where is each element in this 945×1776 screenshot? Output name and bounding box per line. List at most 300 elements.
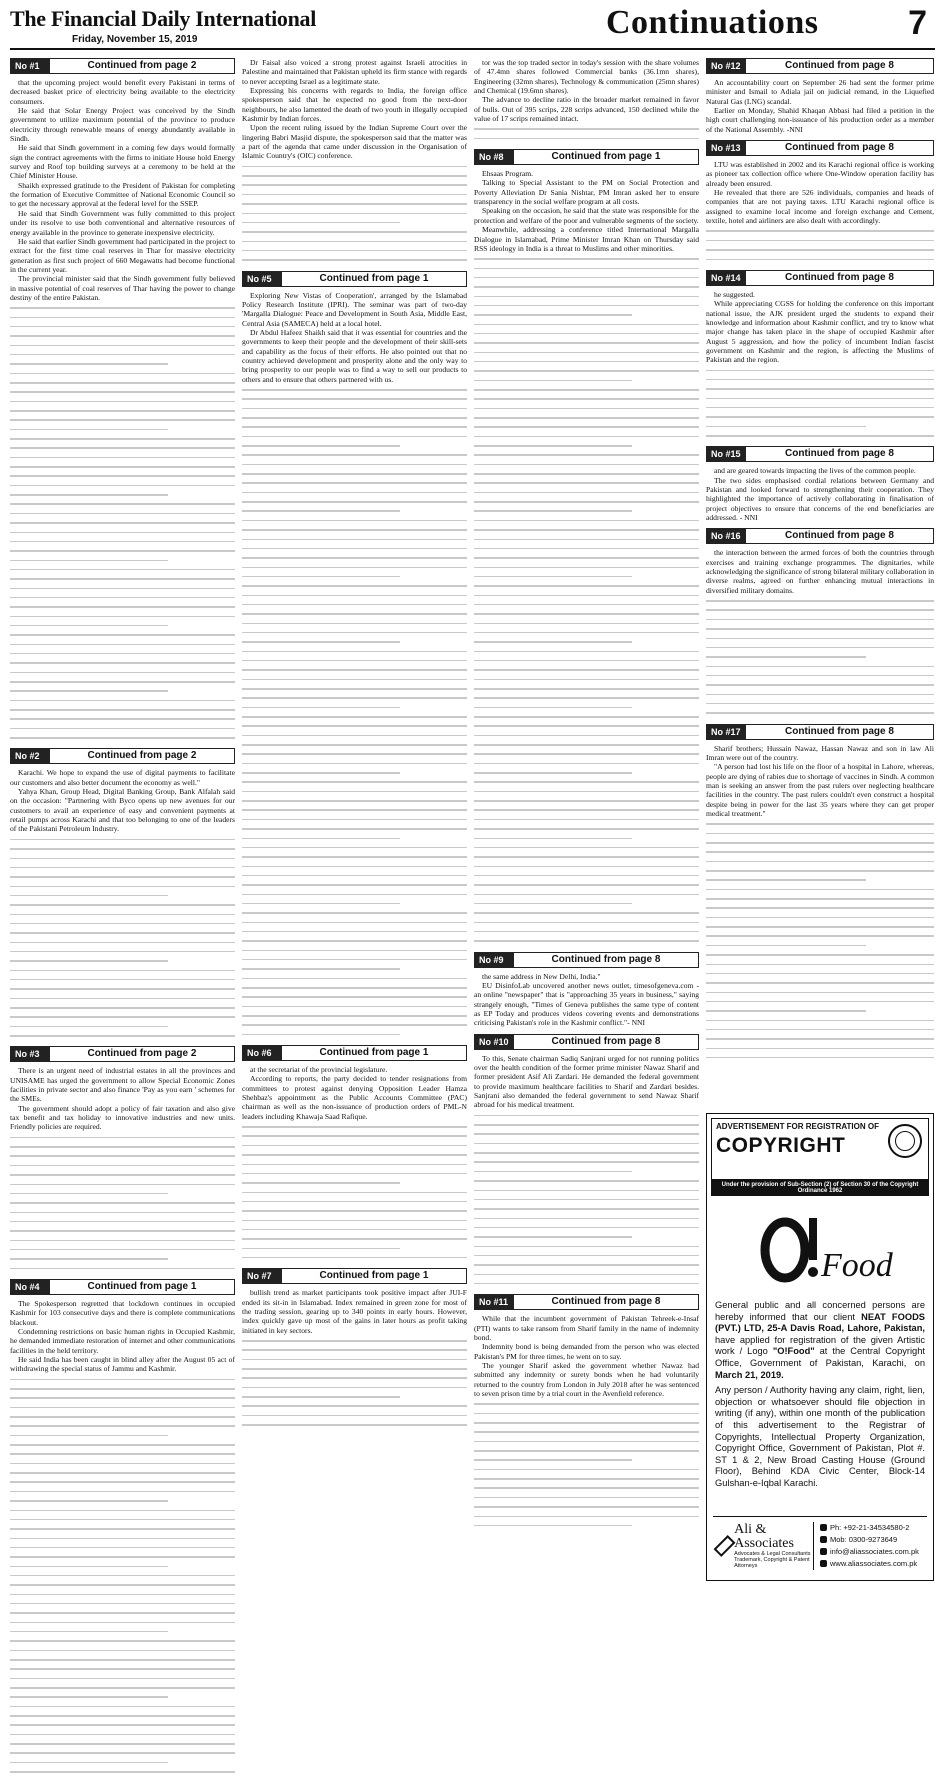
- text-line: [706, 605, 934, 614]
- text-line: [474, 1279, 699, 1288]
- text-line: [242, 684, 467, 693]
- story-continued-text: [242, 1336, 467, 1429]
- text-line: [242, 1150, 467, 1159]
- text-line: [474, 805, 699, 814]
- text-line: [10, 350, 235, 359]
- text-line: [10, 546, 235, 555]
- text-line: [474, 656, 699, 665]
- text-line: [10, 621, 235, 630]
- story-heading: Continued from page 8: [514, 952, 699, 968]
- text-line: [474, 768, 699, 777]
- text-line: [242, 227, 467, 236]
- text-line: [706, 1034, 934, 1043]
- text-line: [474, 731, 699, 740]
- story-header: [474, 1034, 699, 1050]
- text-line: [474, 264, 699, 273]
- text-line: [242, 1020, 467, 1029]
- story-body: [706, 160, 934, 225]
- text-line: [474, 1176, 699, 1185]
- story-continued-text: [706, 226, 934, 263]
- story-number: No #14: [706, 270, 746, 286]
- story-number: No #16: [706, 528, 746, 544]
- story-paragraph: Expressing his concerns with regards to India, the foreign office spokesperson said that he expected no good from the next-door neighbours, he also lamented the death of two youth in illegally occupied Kashmir by Indian forces.: [242, 86, 467, 124]
- text-line: [10, 462, 235, 471]
- story-heading: Continued from page 1: [282, 271, 467, 287]
- contact-website: [820, 1558, 927, 1570]
- text-line: [10, 1674, 235, 1683]
- story-heading: Continued from page 8: [746, 270, 934, 286]
- ad-logo-name: "O!Food": [772, 1346, 815, 1357]
- text-line: [10, 1552, 235, 1561]
- text-line: [10, 1702, 235, 1711]
- text-line: [474, 572, 699, 581]
- text-line: [10, 1449, 235, 1458]
- text-line: [474, 1214, 699, 1223]
- story-body: [10, 768, 235, 833]
- story-number: No #4: [10, 1279, 50, 1295]
- text-line: [242, 488, 467, 497]
- contact-email: [820, 1546, 927, 1558]
- text-line: [10, 471, 235, 480]
- text-line: [474, 834, 699, 843]
- text-line: [242, 880, 467, 889]
- text-line: [474, 441, 699, 450]
- text-line: [474, 862, 699, 871]
- text-line: [474, 413, 699, 422]
- story-body: [706, 548, 934, 595]
- text-line: [242, 1216, 467, 1225]
- text-line: [242, 796, 467, 805]
- story-continued-text: [706, 819, 934, 1062]
- text-line: [10, 1236, 235, 1245]
- text-line: [10, 1375, 235, 1384]
- story-number: No #13: [706, 140, 746, 156]
- text-line: [706, 1044, 934, 1053]
- text-line: [10, 528, 235, 537]
- text-line: [10, 686, 235, 695]
- text-line: [10, 565, 235, 574]
- text-line: [242, 535, 467, 544]
- text-line: [10, 1618, 235, 1627]
- text-line: [10, 1468, 235, 1477]
- text-line: [474, 1521, 699, 1530]
- text-line: [242, 656, 467, 665]
- text-line: [242, 581, 467, 590]
- text-line: [474, 404, 699, 413]
- text-line: [474, 1483, 699, 1492]
- text-line: [706, 652, 934, 661]
- text-line: [242, 506, 467, 515]
- text-line: [242, 768, 467, 777]
- text-line: [474, 516, 699, 525]
- text-line: [474, 927, 699, 936]
- text-line: [474, 647, 699, 656]
- text-line: [10, 1739, 235, 1748]
- story-paragraph: An accountability court on September 26 had sent the former prime minister and Ismail to Adiala jail on judicial remand, in the Liquefied Natural Gas (LNG) scandal.: [706, 78, 934, 106]
- story-header: [706, 58, 934, 74]
- news-story: [10, 58, 235, 742]
- text-line: [10, 1730, 235, 1739]
- story-paragraph: To this, Senate chairman Sadiq Sanjrani urged for not running politics over the health condition of the former prime minister Nawaz Sharif and former president Asif Ali Zardari. He demanded the federal government to provide maximum healthcare facilities to Sharif and Zardari besides. Sanjrani also demanded the federal government to send Nawaz Sharif abroad for his medical treatment.: [474, 1053, 699, 1110]
- text-line: [706, 366, 934, 375]
- contact-phone: [820, 1522, 927, 1534]
- text-line: [242, 1188, 467, 1197]
- text-line: [242, 1234, 467, 1243]
- text-line: [242, 162, 467, 171]
- text-line: [10, 303, 235, 312]
- text-line: [242, 815, 467, 824]
- text-line: [242, 637, 467, 646]
- text-line: [242, 609, 467, 618]
- text-line: [242, 1122, 467, 1131]
- text-line: [10, 872, 235, 881]
- story-continued-text: [474, 124, 699, 143]
- text-line: [10, 994, 235, 1003]
- text-line: [242, 209, 467, 218]
- news-story: [242, 58, 467, 265]
- story-header: [474, 149, 699, 165]
- text-line: [706, 950, 934, 959]
- text-line: [10, 313, 235, 322]
- text-line: [10, 602, 235, 611]
- text-line: [474, 134, 699, 143]
- text-line: [474, 721, 699, 730]
- story-number: No #7: [242, 1268, 282, 1284]
- text-line: [10, 574, 235, 583]
- text-line: [10, 490, 235, 499]
- story-body: [242, 1065, 467, 1121]
- text-line: [242, 777, 467, 786]
- story-continued-text: [474, 254, 699, 945]
- story-paragraph: Meanwhile, addressing a conference titled International Margalla Dialogue in Islamabad, Prime Minister Imran Khan on Thursday said RSS ideology in India is a threat to Muslims and other minorities.: [474, 225, 699, 253]
- text-line: [474, 591, 699, 600]
- text-line: [10, 406, 235, 415]
- story-continued-text: [474, 1111, 699, 1289]
- story-body: [242, 58, 467, 161]
- text-line: [10, 1590, 235, 1599]
- text-line: [706, 1025, 934, 1034]
- text-line: [242, 843, 467, 852]
- text-line: [242, 450, 467, 459]
- text-line: [242, 199, 467, 208]
- story-number: No #17: [706, 724, 746, 740]
- text-line: [10, 1226, 235, 1235]
- text-line: [474, 712, 699, 721]
- story-number: No #2: [10, 748, 50, 764]
- text-line: [242, 927, 467, 936]
- text-line: [242, 1383, 467, 1392]
- newspaper-name: The Financial Daily International: [10, 6, 317, 31]
- text-line: [10, 1003, 235, 1012]
- text-line: [10, 863, 235, 872]
- text-line: [10, 1720, 235, 1729]
- story-paragraph: Ehsaas Program.: [482, 169, 534, 179]
- text-line: [474, 1120, 699, 1129]
- text-line: [10, 975, 235, 984]
- text-line: [242, 525, 467, 534]
- law-firm-tagline: Advocates & Legal Consultants Trademark, Copyright & Patent Attorneys: [734, 1550, 811, 1569]
- text-line: [242, 1355, 467, 1364]
- text-line: [242, 805, 467, 814]
- story-paragraph: The advance to decline ratio in the broader market remained in favor of bulls. Out of 395 scrips, 228 scrips advanced, 150 declined while the value of 17 scrips remained intact.: [474, 95, 699, 124]
- text-line: [242, 693, 467, 702]
- text-line: [474, 1474, 699, 1483]
- text-line: [242, 964, 467, 973]
- column-3: [474, 58, 699, 1582]
- text-line: [242, 1141, 467, 1150]
- text-line: [706, 662, 934, 671]
- text-line: [10, 1022, 235, 1031]
- text-line: [10, 1646, 235, 1655]
- text-line: [474, 581, 699, 590]
- law-firm-name-2: Associates: [734, 1535, 794, 1551]
- law-firm-logo-icon: [714, 1535, 736, 1557]
- phone-icon: [820, 1524, 827, 1531]
- text-line: [10, 1655, 235, 1664]
- text-line: [242, 1160, 467, 1169]
- text-line: [10, 1189, 235, 1198]
- text-line: [474, 1270, 699, 1279]
- text-line: [474, 544, 699, 553]
- text-line: [706, 988, 934, 997]
- text-line: [10, 910, 235, 919]
- text-line: [474, 609, 699, 618]
- story-heading: Continued from page 1: [514, 149, 699, 165]
- text-line: [242, 647, 467, 656]
- text-line: [242, 1411, 467, 1420]
- story-header: [474, 952, 699, 968]
- text-line: [706, 643, 934, 652]
- story-paragraph: While appreciating CGSS for holding the conference on this important national issue, the AJK president urged the students to expand their knowledge and information about Kashmir conflict, and try to know what major change has taken place in the shape of occupied Kashmir after August 5 aggression, and how the policy of incumbent Indian fascist government on Kashmir and the region, is affecting the Muslims of Pakistan and the region.: [706, 299, 934, 365]
- text-line: [706, 941, 934, 950]
- story-heading: Continued from page 2: [50, 58, 235, 74]
- contact-mobile: [820, 1534, 927, 1546]
- text-line: [474, 918, 699, 927]
- text-line: [242, 516, 467, 525]
- text-line: [242, 1011, 467, 1020]
- story-header: [10, 1279, 235, 1295]
- text-line: [242, 394, 467, 403]
- text-line: [242, 544, 467, 553]
- story-body: [10, 78, 235, 302]
- story-heading: Continued from page 1: [50, 1279, 235, 1295]
- text-line: [10, 1161, 235, 1170]
- text-line: [10, 938, 235, 947]
- text-line: [706, 431, 934, 440]
- text-line: [10, 1459, 235, 1468]
- copyright-advertisement: [706, 1113, 934, 1581]
- text-line: [242, 1178, 467, 1187]
- text-line: [10, 518, 235, 527]
- text-line: [474, 1148, 699, 1157]
- story-body: [474, 169, 699, 253]
- story-paragraph: tor was the top traded sector in today's session with the share volumes of 47.4mn shares followed Commercial banks (36.1mn shares), Engineering (32mn shares), Technology & communication (25mn shares) and Chemical (19.6mn shares).: [474, 58, 699, 96]
- story-paragraph: Speaking on the occasion, he said that the state was responsible for the protection and welfare of the poor and vulnerable segments of the society.: [474, 206, 699, 225]
- text-line: [474, 843, 699, 852]
- text-line: [474, 908, 699, 917]
- text-line: [242, 1420, 467, 1429]
- ad-title: COPYRIGHT: [716, 1134, 846, 1157]
- text-line: [242, 703, 467, 712]
- story-number: No #11: [474, 1294, 514, 1310]
- story-heading: Continued from page 8: [746, 528, 934, 544]
- text-line: [474, 1251, 699, 1260]
- text-line: [10, 1599, 235, 1608]
- text-line: [10, 658, 235, 667]
- text-line: [10, 1440, 235, 1449]
- text-line: [10, 1421, 235, 1430]
- story-paragraph: The Spokesperson regretted that lockdown continues in occupied Kashmir for 103 consecutive days and there is complete communications blackout.: [10, 1298, 235, 1327]
- story-number: No #8: [474, 149, 514, 165]
- text-line: [242, 171, 467, 180]
- text-line: [10, 1534, 235, 1543]
- text-line: [10, 1142, 235, 1151]
- story-number: No #1: [10, 58, 50, 74]
- text-line: [10, 630, 235, 639]
- text-line: [474, 525, 699, 534]
- text-line: [242, 1244, 467, 1253]
- text-line: [474, 1242, 699, 1251]
- text-line: [242, 1169, 467, 1178]
- text-line: [10, 882, 235, 891]
- text-line: [10, 322, 235, 331]
- story-body: [706, 744, 934, 819]
- story-number: No #9: [474, 952, 514, 968]
- story-heading: Continued from page 2: [50, 1046, 235, 1062]
- ad-objection-notice: Any person / Authority having any claim, right, lien, objection or whatsoever should file objection in writing (if any), within one month of the publication of this advertisement to the Registrar of Copyrights, Intellectual Property Organization, Copyright Office, Government of Pakistan, Plot #. ST 1 & 2, New Broad Casting House (Ground Floor), Behind KDA Civic Center, Block-14 Gulshan-e-Iqbal Karachi.: [715, 1385, 925, 1488]
- story-paragraph: He said that Solar Energy Project was conceived by the Sindh government to utilize maximum potential of the province to produce electricity through renewable means of energy abundantly available in Sindh.: [10, 106, 235, 144]
- text-line: [706, 226, 934, 235]
- story-paragraph: He revealed that there are 526 individuals, companies and heads of companies that are not paying taxes. LTU Karachi regional office is assigned to examine local income and foreign exchange and Cement, textile, hotel and airliners are also dealt with accordingly.: [706, 188, 934, 226]
- ad-notice: [707, 1298, 933, 1383]
- story-continued-text: [242, 1122, 467, 1262]
- text-line: [474, 535, 699, 544]
- text-line: [10, 1664, 235, 1673]
- text-line: [242, 890, 467, 899]
- text-line: [10, 724, 235, 733]
- text-line: [242, 246, 467, 255]
- story-paragraph: Dr Abdul Hafeez Shaikh said that it was essential for countries and the governments to keep their people and the development of their skill-sets and capability as the focus of their efforts. He also pointed out that no country achieved development and prosperity alone and the only way to bring prosperity to our people was to find a way to sell our products to others and to ensure that others partnered with us.: [242, 327, 467, 384]
- text-line: [474, 422, 699, 431]
- text-line: [10, 1170, 235, 1179]
- text-line: [10, 1477, 235, 1486]
- news-story: [242, 271, 467, 1040]
- text-line: [474, 450, 699, 459]
- text-line: [10, 1012, 235, 1021]
- story-heading: Continued from page 2: [50, 748, 235, 764]
- column-1: [10, 58, 235, 1582]
- text-line: [474, 282, 699, 291]
- text-line: [242, 478, 467, 487]
- text-line: [10, 378, 235, 387]
- story-heading: Continued from page 8: [746, 446, 934, 462]
- story-paragraph: EU DisinfoLab uncovered another news outlet, timesofgeneva.com - an online "newspaper" that is "approaching 35 years in business," saying strangely enough, "Times of Geneva publishes the same type of content as EP Today and produces videos covering events and demonstrations criticising Pakistan's role in the Kashmir conflict."- NNI: [474, 980, 699, 1028]
- svg-text:Food: Food: [821, 1247, 893, 1284]
- text-line: [10, 966, 235, 975]
- text-line: [706, 680, 934, 689]
- text-line: [10, 733, 235, 742]
- text-line: [10, 1264, 235, 1273]
- text-line: [242, 721, 467, 730]
- text-line: [242, 1131, 467, 1140]
- news-story: [706, 270, 934, 441]
- story-paragraph: The government should adopt a policy of fair taxation and also give tax benefit and tax holiday to innovative industries and new units. Friendly policies are required.: [10, 1103, 235, 1132]
- text-line: [474, 880, 699, 889]
- text-line: [242, 497, 467, 506]
- text-line: [474, 348, 699, 357]
- text-line: [474, 1455, 699, 1464]
- text-line: [706, 857, 934, 866]
- text-line: [10, 584, 235, 593]
- text-line: [706, 978, 934, 987]
- text-line: [10, 1692, 235, 1701]
- text-line: [10, 1627, 235, 1636]
- text-line: [474, 1186, 699, 1195]
- text-line: [10, 891, 235, 900]
- text-line: [242, 553, 467, 562]
- text-line: [474, 693, 699, 702]
- story-header: [10, 1046, 235, 1062]
- story-number: No #12: [706, 58, 746, 74]
- text-line: [10, 696, 235, 705]
- text-line: [474, 787, 699, 796]
- text-line: [474, 1139, 699, 1148]
- text-line: [474, 488, 699, 497]
- text-line: [242, 862, 467, 871]
- text-line: [242, 740, 467, 749]
- text-line: [474, 394, 699, 403]
- text-line: [706, 245, 934, 254]
- text-line: [706, 913, 934, 922]
- text-line: [10, 835, 235, 844]
- text-line: [474, 899, 699, 908]
- text-line: [706, 931, 934, 940]
- text-line: [10, 668, 235, 677]
- story-paragraph: Sharif brothers; Hussain Nawaz, Hassan Nawaz and son in law Ali Imran were out of the country.: [706, 743, 934, 762]
- text-line: [706, 394, 934, 403]
- text-line: [474, 329, 699, 338]
- text-line: [706, 690, 934, 699]
- text-line: [10, 556, 235, 565]
- story-continued-text: [706, 596, 934, 717]
- text-line: [474, 740, 699, 749]
- text-line: [706, 615, 934, 624]
- text-line: [10, 415, 235, 424]
- text-line: [242, 1401, 467, 1410]
- story-paragraph: "A person had lost his life on the floor of a hospital in Lahore, whereas, people are dying of rabies due to shortage of vaccines in Sindh. A common man is seeking an answer from the past rulers over neglecting healthcare facilities in the country. The past rulers couldn't even construct a hospital despite being in power for the last 35 years where they can get proper medical treatment.": [706, 762, 934, 818]
- text-line: [242, 946, 467, 955]
- text-line: [706, 960, 934, 969]
- text-line: [474, 254, 699, 263]
- news-story: [10, 748, 235, 1040]
- text-line: [474, 1399, 699, 1408]
- ad-subtitle: ADVERTISEMENT FOR REGISTRATION OF: [716, 1122, 879, 1131]
- story-heading: Continued from page 8: [514, 1034, 699, 1050]
- story-header: [706, 270, 934, 286]
- text-line: [10, 1758, 235, 1767]
- text-line: [706, 922, 934, 931]
- story-body: [474, 58, 699, 123]
- text-line: [474, 338, 699, 347]
- story-continued-text: [10, 835, 235, 1041]
- text-line: [706, 255, 934, 264]
- text-line: [10, 1384, 235, 1393]
- text-line: [242, 974, 467, 983]
- text-line: [242, 1002, 467, 1011]
- text-line: [242, 591, 467, 600]
- text-line: [474, 1129, 699, 1138]
- text-line: [474, 1427, 699, 1436]
